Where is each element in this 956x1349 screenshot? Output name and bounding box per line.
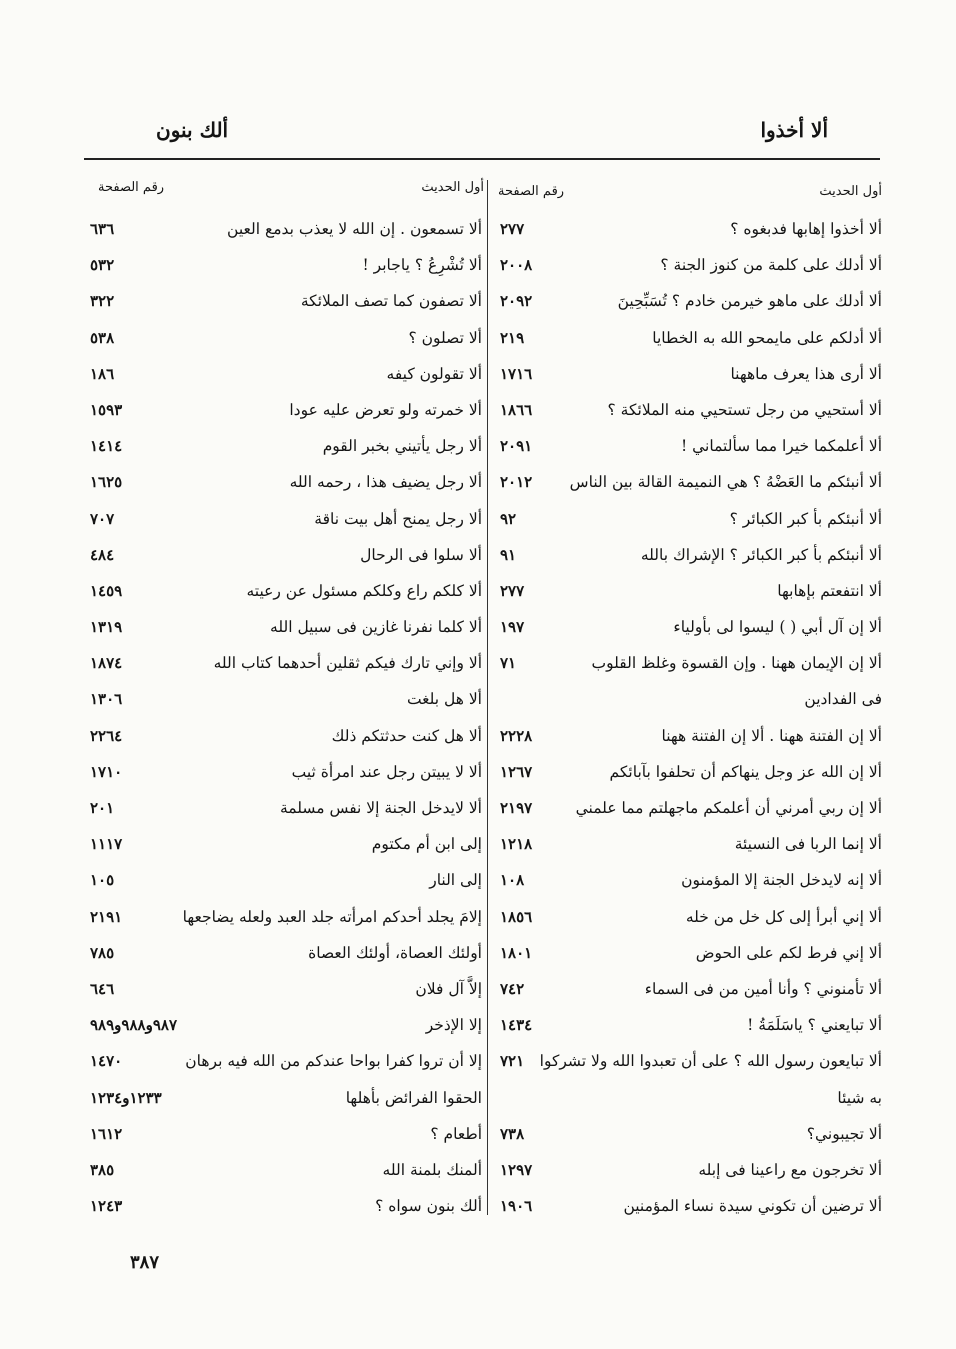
index-entry xyxy=(84,646,488,682)
page-reference: ١٢١٨ xyxy=(500,835,533,854)
index-entry xyxy=(84,248,488,284)
hadith-opening-text: ألا تسمعون . إن الله لا يعذب بدمع العين xyxy=(227,220,482,238)
hadith-opening-text: ألا سلوا فى الرحال xyxy=(360,545,482,564)
page-reference: ٢٠٠٨ xyxy=(500,256,533,275)
page-reference: ١٢٣٣و١٢٣٤ xyxy=(90,1088,162,1107)
hadith-opening-text: ألا رجل يمنح أهل بيت ناقة xyxy=(314,509,482,528)
hadith-opening-text: ألا رجل يضيف هذا ، رحمه الله xyxy=(289,473,482,492)
page-reference: ١٨٧٤ xyxy=(90,654,123,673)
page-reference: ٧١ xyxy=(500,654,517,673)
index-entry xyxy=(486,719,890,755)
index-entry xyxy=(486,321,890,357)
page-reference: ٣٨٥ xyxy=(90,1160,115,1179)
index-entry xyxy=(486,610,890,646)
hadith-opening-text: ألا أنبئكم ما العَضْهُ ؟ هي النميمة القالة بين الناس xyxy=(569,473,882,492)
running-title-right: ألا أخذوا xyxy=(760,118,828,142)
hadith-opening-text: إلا أن تروا كفرا بواحا عندكم من الله فيه برهان xyxy=(185,1052,482,1071)
page-reference: ٧٢١ xyxy=(500,1052,525,1071)
index-entry xyxy=(486,646,890,682)
index-entry xyxy=(84,1008,488,1044)
page-reference: ٩٨٧و٩٨٨و٩٨٩ xyxy=(90,1016,178,1035)
page-reference: ٧٤٢ xyxy=(500,979,525,998)
page-reference: ١٣١٩ xyxy=(90,618,123,637)
hadith-opening-text: ألا إنما الربا فى النسيئة xyxy=(734,835,882,854)
hadith-opening-text: أطعام ؟ xyxy=(430,1124,482,1143)
hadith-opening-text: ألا أنبئكم بأ كبر الكبائر ؟ الإشراك بالله xyxy=(640,545,882,564)
hadith-opening-text: ألا تبايعون رسول الله ؟ على أن تعبدوا الله ولا تشركوا xyxy=(539,1052,882,1071)
index-entry xyxy=(84,900,488,936)
hadith-opening-text: إلامَ يجلد أحدكم امرأته جلد العبد ولعله يضاجعها xyxy=(182,907,482,926)
hadith-opening-text: ألا تخرجون مع راعينا فى إبله xyxy=(698,1160,882,1179)
hadith-opening-text: ألا إن ربي أمرني أن أعلمكم ماجهلتم مما علمني xyxy=(575,799,882,817)
page-reference: ١٣٠٦ xyxy=(90,690,123,709)
index-entry xyxy=(486,574,890,610)
hadith-opening-text: ألا أخذوا إهابها فدبغوه ؟ xyxy=(730,220,882,238)
page-reference: ١٤١٤ xyxy=(90,437,123,456)
hadith-opening-text: إلاَّ آل فلان xyxy=(415,979,482,998)
running-header xyxy=(86,118,878,158)
hadith-opening-text: ألمنك بلمنة الله xyxy=(382,1160,482,1179)
index-entry xyxy=(84,719,488,755)
column-header-text-label: أول الحديث xyxy=(421,180,484,195)
hadith-opening-text: ألا إني أبرأ إلى كل خل من خله xyxy=(685,907,882,926)
page-reference: ٩٢ xyxy=(500,509,517,528)
page-reference: ١١١٧ xyxy=(90,835,123,854)
index-entry xyxy=(84,1117,488,1153)
page-reference: ٢٧٧ xyxy=(500,581,525,600)
header-rule xyxy=(84,158,880,160)
hadith-opening-text: ألا هل كنت حدثتكم ذلك xyxy=(331,726,482,745)
index-entry xyxy=(486,1044,890,1080)
index-entry xyxy=(84,321,488,357)
running-title-left: ألك بنون xyxy=(156,118,229,142)
hadith-opening-text: ألا أستحيي من رجل تستحيي منه الملائكة ؟ xyxy=(607,400,882,419)
index-entry xyxy=(486,1008,890,1044)
page-reference: ١٤٥٩ xyxy=(90,581,123,600)
column-header-page-label: رقم الصفحة xyxy=(98,180,165,195)
hadith-opening-text: ألا انتفعتم بإهابها xyxy=(777,581,882,600)
hadith-opening-text: ألا تجيبوني؟ xyxy=(806,1124,882,1143)
index-entry xyxy=(486,900,890,936)
page-reference: ١٠٥ xyxy=(90,871,115,890)
index-entry xyxy=(486,284,890,320)
hadith-opening-text: ألا ترضين أن تكوني سيدة نساء المؤمنين xyxy=(623,1197,882,1216)
index-entry xyxy=(84,682,488,718)
page-reference: ٥٣٢ xyxy=(90,256,115,275)
index-entry xyxy=(486,538,890,574)
hadith-opening-text: ألا إن آل أبي ( ) ليسوا لى بأولياء xyxy=(673,618,882,637)
hadith-opening-text: ألا إنه لايدخل الجنة إلا المؤمنون xyxy=(681,871,882,890)
index-entry xyxy=(486,682,890,718)
index-entry xyxy=(486,502,890,538)
hadith-opening-text: ألا أرى هذا يعرف ماههنا xyxy=(730,364,882,383)
index-entry xyxy=(84,972,488,1008)
page-reference: ٤٨٤ xyxy=(90,545,115,564)
index-entry xyxy=(84,393,488,429)
hadith-opening-text: ألا خمرته ولو تعرض عليه عودا xyxy=(289,400,482,419)
index-entry xyxy=(84,538,488,574)
index-entry xyxy=(486,393,890,429)
index-entry xyxy=(84,610,488,646)
index-entry xyxy=(84,936,488,972)
page-reference: ١٥٩٣ xyxy=(90,400,123,419)
hadith-opening-text: ألا أعلمكما خيرا مما سألتماني ! xyxy=(680,437,882,456)
index-entry xyxy=(486,863,890,899)
index-entry xyxy=(84,863,488,899)
page-reference: ٢٠٩٢ xyxy=(500,292,533,311)
page-reference: ١٤٧٠ xyxy=(90,1052,123,1071)
hadith-opening-text: ألا أنبئكم بأ كبر الكبائر ؟ xyxy=(729,509,882,528)
index-entry xyxy=(84,212,488,248)
index-entry xyxy=(486,212,890,248)
hadith-opening-text: ألا تُشْرِعُ ؟ ياجابر ! xyxy=(362,256,482,275)
index-entry xyxy=(84,284,488,320)
hadith-opening-text: ألا أدلكم على مايمحو الله به الخطايا xyxy=(652,328,882,347)
page-reference: ٣٢٢ xyxy=(90,292,115,311)
hadith-opening-text: ألا إن الله عز وجل ينهاكم أن تحلفوا بآبائكم xyxy=(609,762,882,781)
page-reference: ٩١ xyxy=(500,545,517,564)
index-entry xyxy=(486,791,890,827)
column-header-right xyxy=(486,178,890,212)
page-reference: ١٧١٦ xyxy=(500,364,533,383)
index-entry xyxy=(486,827,890,863)
page-reference: ٢١٩ xyxy=(500,328,525,347)
hadith-opening-text: ألا وإني تارك فيكم ثقلين أحدهما كتاب الله xyxy=(213,654,482,673)
page-reference: ٧٨٥ xyxy=(90,943,115,962)
index-entry xyxy=(84,827,488,863)
index-entry xyxy=(486,429,890,465)
index-entry xyxy=(84,1189,488,1225)
hadith-opening-text: ألا إن الفتنة ههنا . ألا إن الفتنة ههنا xyxy=(661,726,882,745)
page-reference: ٦٣٦ xyxy=(90,220,115,238)
page-reference: ١٨٥٦ xyxy=(500,907,533,926)
hadith-opening-text: ألا إني فرط لكم على الحوض xyxy=(695,943,882,962)
index-entry xyxy=(486,1081,890,1117)
index-entry xyxy=(84,1081,488,1117)
page-reference: ٢٢٦٤ xyxy=(90,726,123,745)
index-entry xyxy=(84,357,488,393)
page-reference: ١٦٢٥ xyxy=(90,473,123,492)
page-reference: ٢٢٢٨ xyxy=(500,726,533,745)
index-entry xyxy=(486,972,890,1008)
hadith-opening-text: ألا هل بلغت xyxy=(406,690,482,709)
hadith-opening-text: ألا تأمنوني ؟ وأنا أمين من فى السماء xyxy=(644,979,882,998)
hadith-opening-text: ألا تصفون كما تصف الملائكة xyxy=(300,292,482,311)
index-entry xyxy=(486,248,890,284)
hadith-opening-text: به شيئا xyxy=(837,1088,882,1107)
hadith-opening-text: ألا تبايعني ؟ ياسَلَمَةُ ! xyxy=(747,1016,882,1035)
page-reference: ١٦١٢ xyxy=(90,1124,123,1143)
index-entry xyxy=(486,465,890,501)
hadith-opening-text: ألا أدلك على ماهو خيرمن خادم ؟ تُسَبِّحِينَ xyxy=(617,292,882,311)
index-entry xyxy=(84,1044,488,1080)
hadith-opening-text: ألا لا يبيتن رجل عند امرأة ثيب xyxy=(291,762,482,781)
column-header-left xyxy=(84,178,488,212)
page-reference: ٢٠٩١ xyxy=(500,437,533,456)
hadith-opening-text: ألا تقولون كيفه xyxy=(386,364,482,383)
index-entry xyxy=(486,755,890,791)
page-reference: ٢٠١ xyxy=(90,799,115,817)
page-reference: ١٨٠١ xyxy=(500,943,533,962)
page-reference: ١٢٦٧ xyxy=(500,762,533,781)
index-list-left xyxy=(84,212,488,1225)
index-entry xyxy=(84,755,488,791)
index-column-right xyxy=(486,178,890,1225)
page-reference: ١٢٤٣ xyxy=(90,1197,123,1216)
page-reference: ١٨٦٦ xyxy=(500,400,533,419)
page-reference: ٥٣٨ xyxy=(90,328,115,347)
index-entry xyxy=(486,936,890,972)
index-entry xyxy=(84,502,488,538)
hadith-opening-text: إلى النار xyxy=(429,871,482,890)
index-entry xyxy=(84,1153,488,1189)
index-entry xyxy=(486,1189,890,1225)
index-entry xyxy=(84,574,488,610)
page-reference: ١٢٩٧ xyxy=(500,1160,533,1179)
page-reference: ٢٠١٢ xyxy=(500,473,533,492)
index-entry xyxy=(84,465,488,501)
index-entry xyxy=(84,791,488,827)
hadith-opening-text: ألا تصلون ؟ xyxy=(408,328,482,347)
hadith-opening-text: فى الفدادين xyxy=(804,690,882,709)
page-reference: ١٩٧ xyxy=(500,618,525,637)
hadith-opening-text: ألا لايدخل الجنة إلا نفس مسلمة xyxy=(279,799,482,817)
index-list-right xyxy=(486,212,890,1225)
index-entry xyxy=(486,1153,890,1189)
index-entry xyxy=(486,1117,890,1153)
page-number: ٣٨٧ xyxy=(130,1252,160,1273)
page-reference: ٢١٩١ xyxy=(90,907,123,926)
page-reference: ١٨٦ xyxy=(90,364,115,383)
page-reference: ٧٠٧ xyxy=(90,509,115,528)
hadith-opening-text: ألا كلما نفرنا غازين فى سبيل الله xyxy=(270,618,482,637)
hadith-opening-text: ألا كلكم راع وكلكم مسئول عن رعيته xyxy=(246,581,482,600)
index-entry xyxy=(486,357,890,393)
column-header-page-label: رقم الصفحة xyxy=(498,184,565,199)
hadith-opening-text: إلى ابن أم مكتوم xyxy=(371,835,482,854)
page-reference: ٢١٩٧ xyxy=(500,799,533,817)
page-reference: ١٩٠٦ xyxy=(500,1197,533,1216)
page-reference: ٦٤٦ xyxy=(90,979,115,998)
hadith-opening-text: ألك بنون سواه ؟ xyxy=(375,1197,482,1216)
index-column-left xyxy=(84,178,488,1225)
hadith-opening-text: ألا رجل يأتيني بخبر القوم xyxy=(322,437,482,456)
page-reference: ٢٧٧ xyxy=(500,220,525,238)
page-reference: ١٧١٠ xyxy=(90,762,123,781)
page-reference: ١٠٨ xyxy=(500,871,525,890)
hadith-opening-text: أولئك العصاة، أولئك العصاة xyxy=(308,943,482,962)
column-header-text-label: أول الحديث xyxy=(819,184,882,199)
index-entry xyxy=(84,429,488,465)
hadith-opening-text: ألا أدلك على كلمة من كنوز الجنة ؟ xyxy=(660,256,882,275)
hadith-opening-text: الحقوا الفرائض بأهلها xyxy=(345,1088,482,1107)
hadith-opening-text: إلا الإذخر xyxy=(425,1016,482,1035)
page-reference: ٧٣٨ xyxy=(500,1124,525,1143)
page-reference: ١٤٣٤ xyxy=(500,1016,533,1035)
hadith-opening-text: ألا إن الإيمان ههنا . وإن القسوة وغلظ القلوب xyxy=(591,654,882,673)
